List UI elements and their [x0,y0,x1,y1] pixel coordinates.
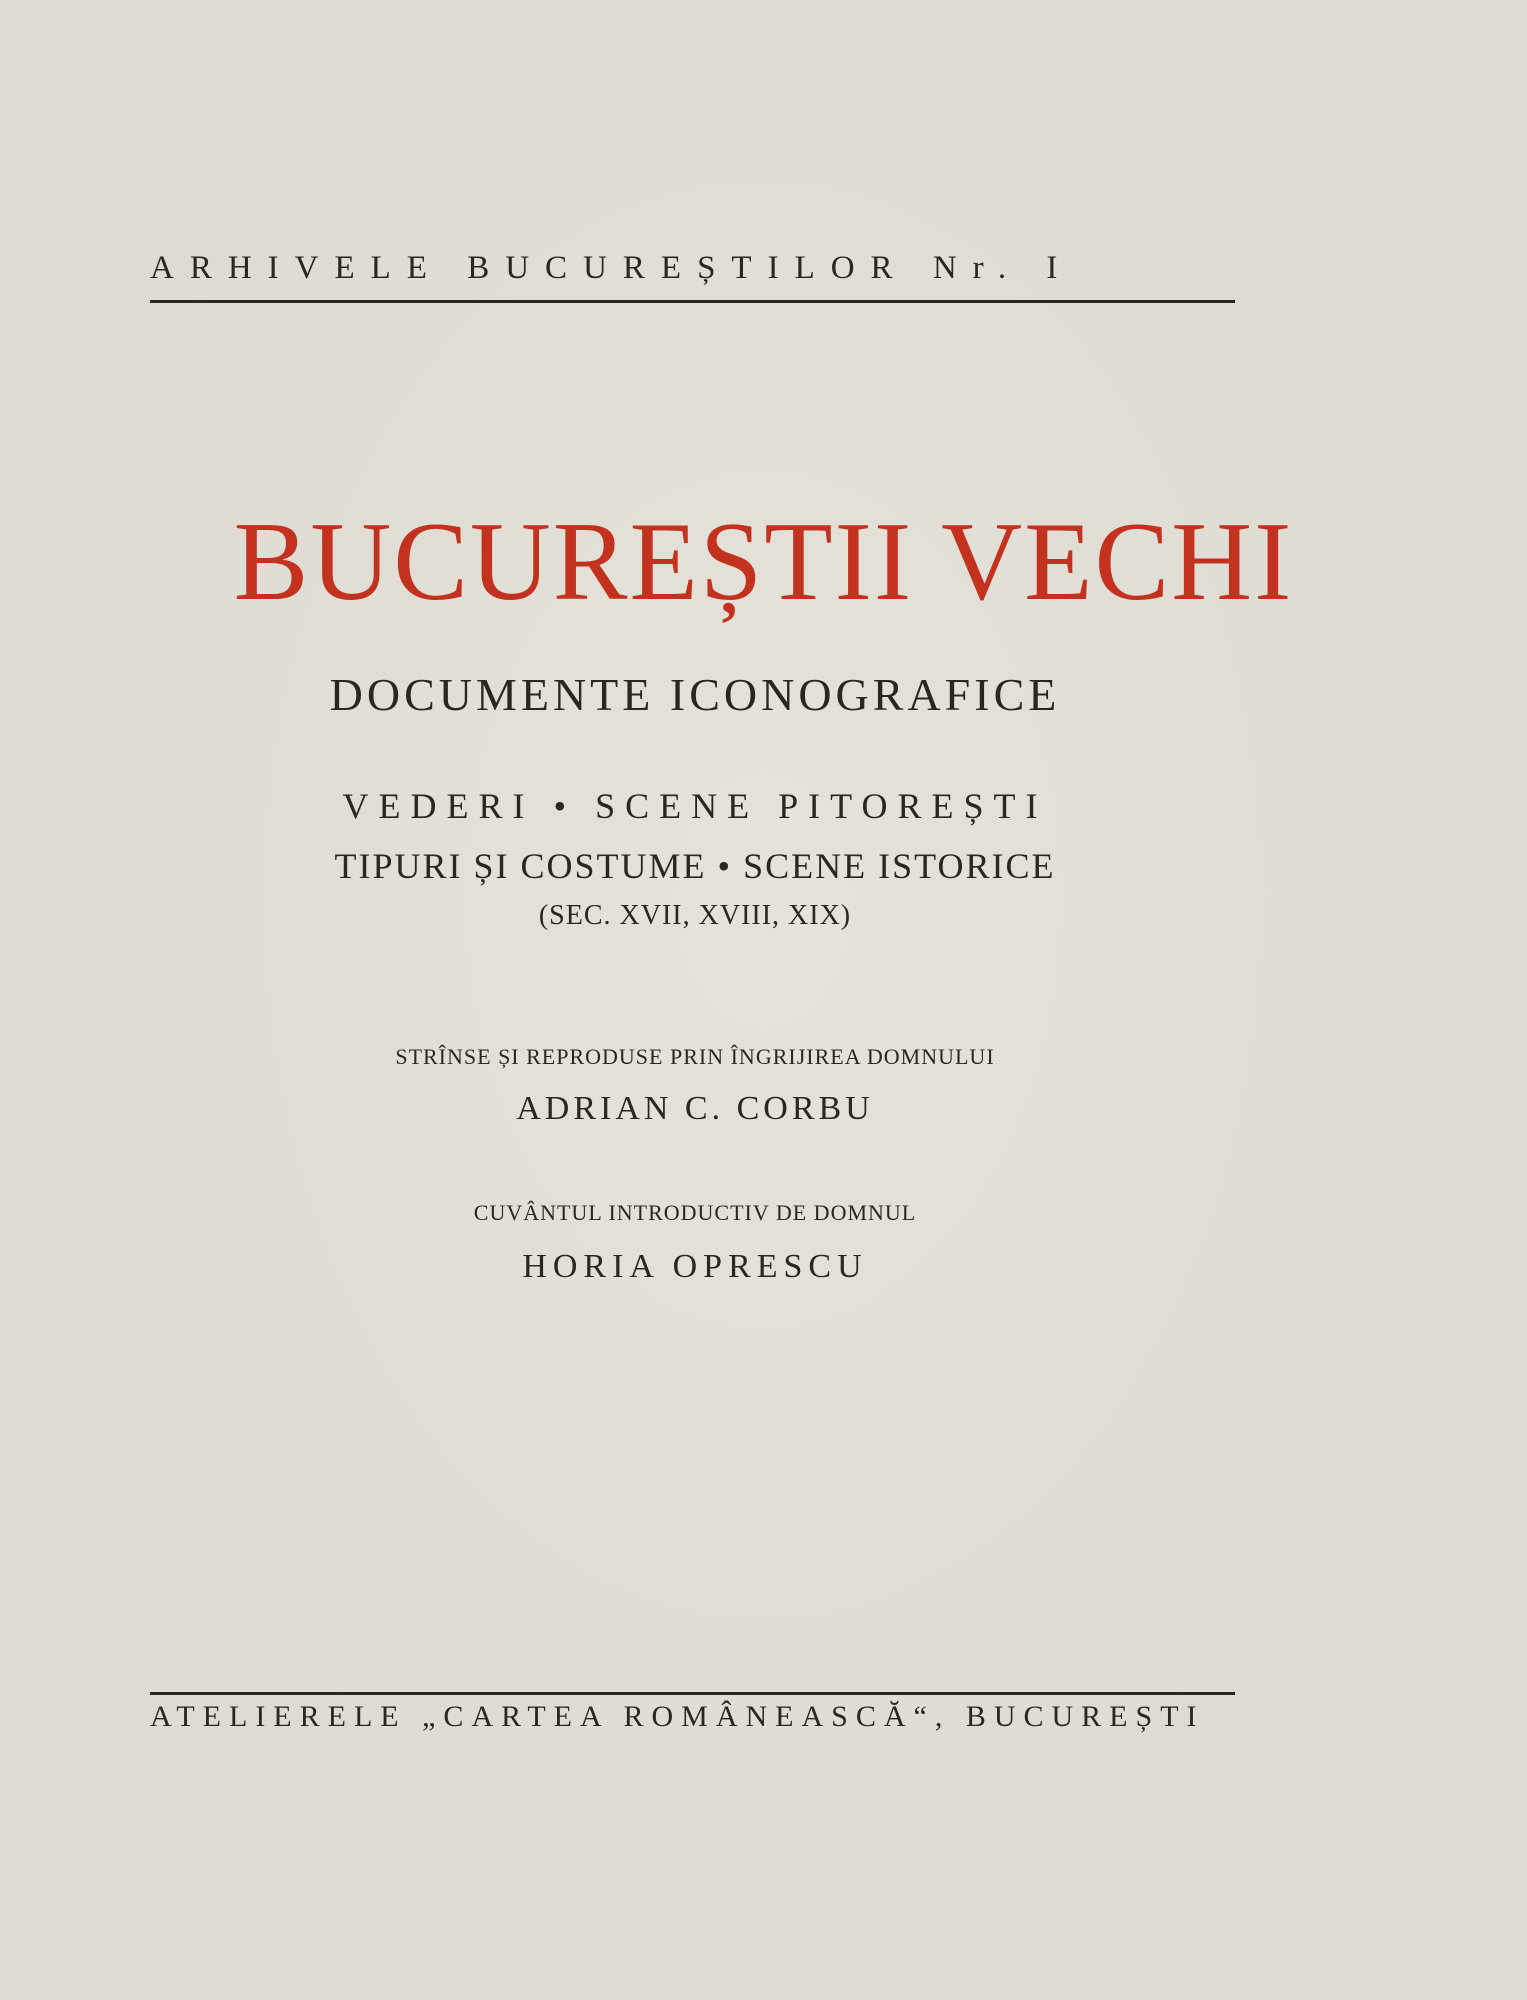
compiler-name: ADRIAN C. CORBU [516,1090,874,1127]
bottom-rule [150,1692,1235,1695]
intro-author-name: HORIA OPRESCU [522,1248,868,1285]
compiled-by-label: STRÎNSE ȘI REPRODUSE PRIN ÎNGRIJIREA DOMNULUI [395,1044,995,1069]
series-header: ARHIVELE BUCUREȘTILOR Nr. I [150,250,1074,286]
subtitle: DOCUMENTE ICONOGRAFICE [329,669,1061,720]
main-title: BUCUREȘTII VECHI [233,500,1294,624]
contents-line-1: VEDERI • SCENE PITOREȘTI [342,786,1048,826]
intro-label: CUVÂNTUL INTRODUCTIV DE DOMNUL [473,1200,917,1225]
top-rule [150,300,1235,303]
publisher-imprint: ATELIERELE „CARTEA ROMÂNEASCĂ“, BUCUREȘTI [150,1700,1205,1733]
contents-line-2: TIPURI ȘI COSTUME • SCENE ISTORICE [334,846,1056,886]
contents-line-3: (SEC. XVII, XVIII, XIX) [538,900,852,931]
